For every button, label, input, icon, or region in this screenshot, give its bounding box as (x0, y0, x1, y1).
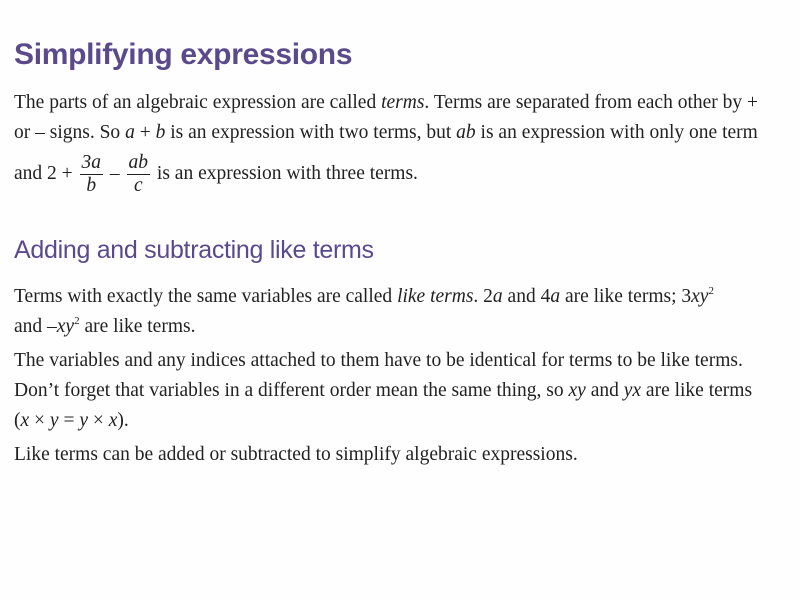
simplify-paragraph: Like terms can be added or subtracted to simplify algebraic expressions. (14, 444, 578, 465)
section-title-like-terms: Adding and subtracting like terms (14, 236, 374, 264)
fraction-ab-over-c: $\frac{ab}{c}$ (128, 152, 149, 196)
intro-line-1: The parts of an algebraic expression are called terms. Terms are separated from each other by + (14, 92, 759, 113)
commutative-equation: (x × y = y × x). (14, 410, 129, 431)
fraction-3a-over-b: $\frac{3a}{b}$ (81, 152, 102, 196)
term-terms: terms (381, 92, 425, 113)
section-title-simplifying: Simplifying expressions (14, 38, 353, 71)
intro-line-2: or – signs. So a + b is an expression with two terms, but ab is an expression with only one term (14, 122, 758, 143)
identical-variables-paragraph: The variables and any indices attached to them have to be identical for terms to be like terms. Don’t forget that variables in a different order mean the same thing, so xy and yx are like terms (x × y = y × x). (14, 346, 784, 436)
like-terms-definition: Terms with exactly the same variables are called like terms. 2a and 4a are like terms; $3xy^2$ and $-xy^2$ are like terms. (14, 285, 714, 337)
intro-line-3: and 2 + $\frac{3a}{b}$ – $\frac{ab}{c}$ is an expression with three terms. (14, 152, 418, 196)
intro-paragraph (14, 88, 784, 148)
three-terms-example (14, 152, 784, 197)
